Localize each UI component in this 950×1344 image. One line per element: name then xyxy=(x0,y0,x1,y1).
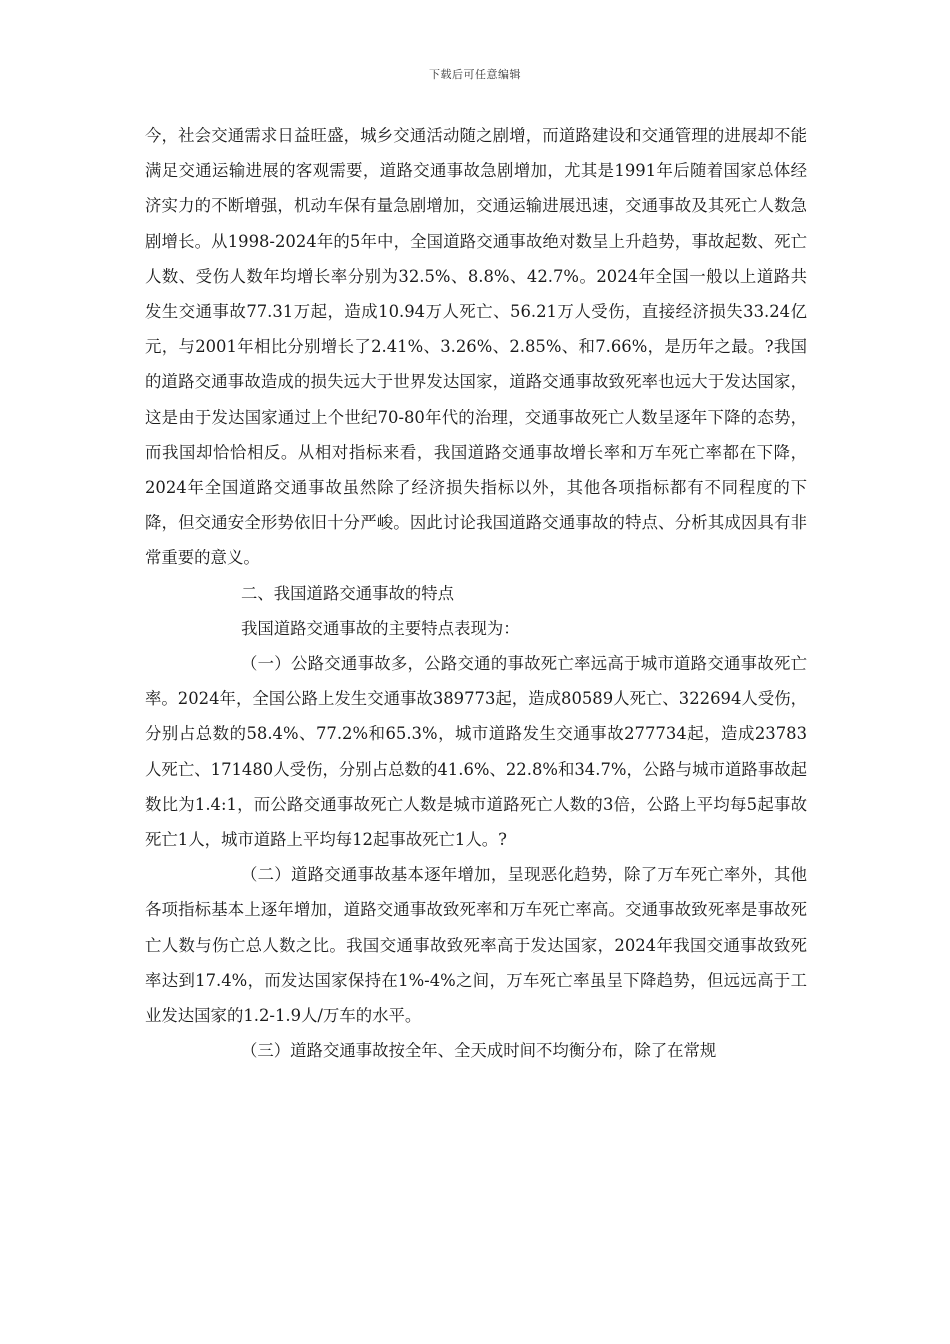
page-header: 下载后可任意编辑 xyxy=(429,68,521,81)
paragraph-intro: 今，社会交通需求日益旺盛，城乡交通活动随之剧增，而道路建设和交通管理的进展却不能满足交通运输进展的客观需要，道路交通事故急剧增加，尤其是1991年后随着国家总体经济实力的不断增强，机动车保有量急剧增加，交通运输进展迅速，交通事故及其死亡人数急剧增长。从1998-2024年的5年中，全国道路交通事故绝对数呈上升趋势，事故起数、死亡人数、受伤人数年均增长率分别为32.5%、8.8%、42.7%。2024年全国一般以上道路共发生交通事故77.31万起，造成10.94万人死亡、56.21万人受伤，直接经济损失33.24亿元，与2001年相比分别增长了2.41%、3.26%、2.85%、和7.66%，是历年之最。?我国的道路交通事故造成的损失远大于世界发达国家，道路交通事故致死率也远大于发达国家，这是由于发达国家通过上个世纪70-80年代的治理，交通事故死亡人数呈逐年下降的态势，而我国却恰恰相反。从相对指标来看，我国道路交通事故增长率和万车死亡率都在下降，2024年全国道路交通事故虽然除了经济损失指标以外，其他各项指标都有不同程度的下降，但交通安全形势依旧十分严峻。因此讨论我国道路交通事故的特点、分析其成因具有非常重要的意义。 xyxy=(145,126,807,568)
paragraph-item-1: （一）公路交通事故多，公路交通的事故死亡率远高于城市道路交通事故死亡率。2024年，全国公路上发生交通事故389773起，造成80589人死亡、322694人受伤，分别占总数的58.4%、77.2%和65.3%，城市道路发生交通事故277734起，造成23783人死亡、171480人受伤，分别占总数的41.6%、22.8%和34.7%，公路与城市道路事故起数比为1.4:1，而公路交通事故死亡人数是城市道路死亡人数的3倍，公路上平均每5起事故死亡1人，城市道路上平均每12起事故死亡1人。? xyxy=(145,654,807,850)
paragraph-item-2: （二）道路交通事故基本逐年增加，呈现恶化趋势，除了万车死亡率外，其他各项指标基本上逐年增加，道路交通事故致死率和万车死亡率高。交通事故致死率是事故死亡人数与伤亡总人数之比。我国交通事故致死率高于发达国家，2024年我国交通事故致死率达到17.4%，而发达国家保持在1%-4%之间，万车死亡率虽呈下降趋势，但远远高于工业发达国家的1.2-1.9人/万车的水平。 xyxy=(145,865,807,1026)
paragraph-summary: 我国道路交通事故的主要特点表现为： xyxy=(241,618,520,638)
document-body xyxy=(145,118,807,1068)
paragraph-item-3: （三）道路交通事故按全年、全天成时间不均衡分布，除了在常规 xyxy=(241,1041,717,1061)
section-heading: 二、我国道路交通事故的特点 xyxy=(241,583,455,603)
